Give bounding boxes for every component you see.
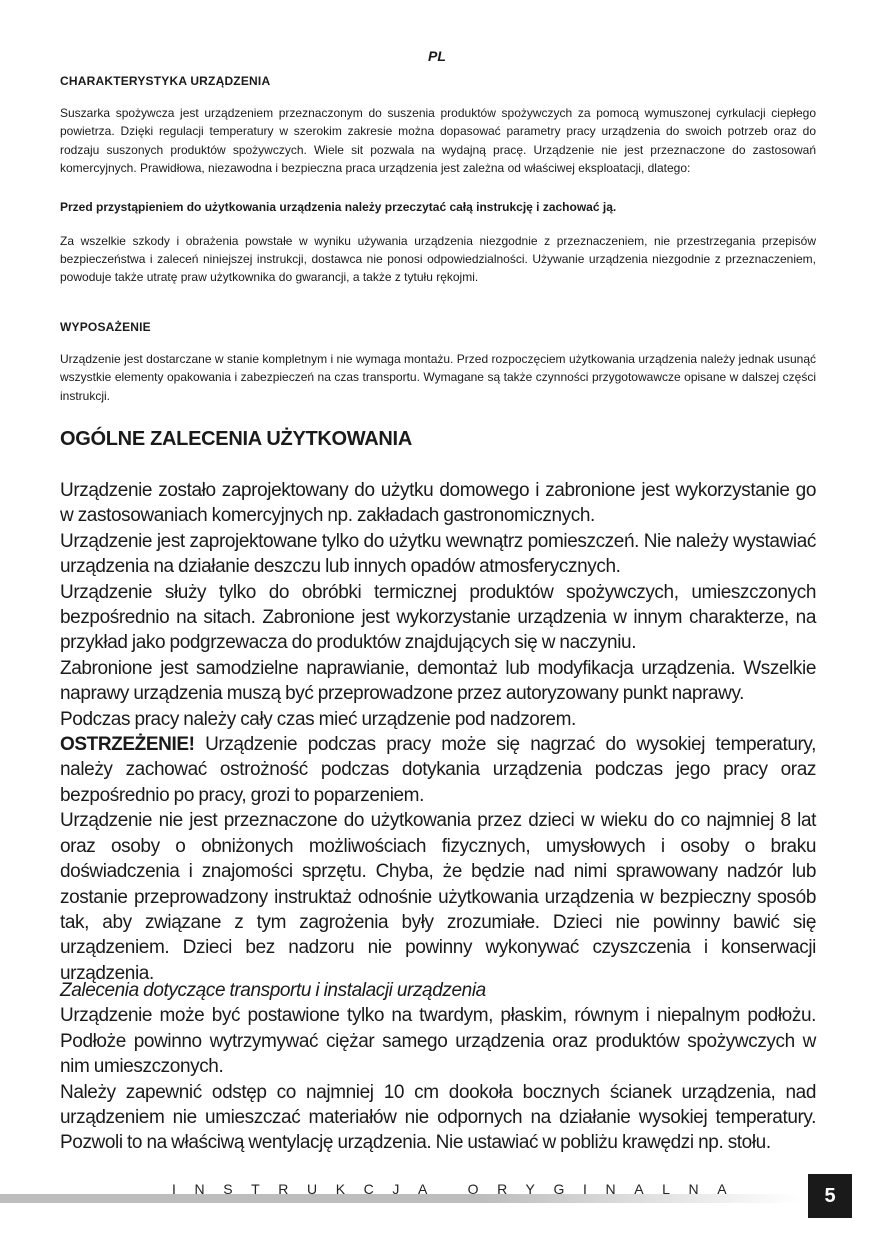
paragraph-indoor-use: Urządzenie jest zaprojektowane tylko do użytku wewnątrz pomieszczeń. Nie należy wystawiać urządzenia na działanie deszczu lub innych opadów atmosferycznych. <box>60 530 816 578</box>
warning-label: OSTRZEŻENIE! <box>60 734 195 756</box>
paragraph-surface: Urządzenie może być postawione tylko na twardym, płaskim, równym i niepalnym podłożu. Podłoże powinno wytrzymywać ciężar samego urządzenia oraz produktów spożywczych w nim umieszczonych. <box>60 1005 816 1078</box>
language-label: PL <box>428 48 446 64</box>
section-equipment <box>60 320 816 405</box>
section-transport-installation <box>60 978 816 1156</box>
equipment-heading: WYPOSAŻENIE <box>60 320 151 334</box>
paragraph-domestic-use: Urządzenie zostało zaprojektowany do użytku domowego i zabronione jest wykorzystanie go w zastosowaniach komercyjnych np. zakładach gastronomicznych. <box>60 480 816 527</box>
section-general-recommendations <box>60 478 816 986</box>
section-characteristics <box>60 74 816 287</box>
paragraph-warning <box>60 732 816 808</box>
transport-heading: Zalecenia dotyczące transportu i instalacji urządzenia <box>60 980 486 1001</box>
paragraph-children: Urządzenie nie jest przeznaczone do użytkowania przez dzieci w wieku do co najmniej 8 lat oraz osoby o obniżonych możliwościach fizycznych, umysłowych i osoby o braku doświadczenia i znajomości sprzętu. Chyba, że będzie nad nimi sprawowany nadzór lub zostanie przeprowadzony instruktaż odnośnie użytkowania urządzenia w bezpieczny sposób tak, aby związane z tym zagrożenia były zrozumiałe. Dzieci nie powinny bawić się urządzeniem. Dzieci bez nadzoru nie powinny wykonywać czyszczenia i konserwacji urządzenia. <box>60 810 816 984</box>
liability-paragraph: Za wszelkie szkody i obrażenia powstałe w wyniku używania urządzenia niezgodnie z przeznaczeniem, nie przestrzegania przepisów bezpieczeństwa i zaleceń niniejszej instrukcji, dostawca nie ponosi odpowiedzialności. Używanie urządzenia niezgodnie z przeznaczeniem, powoduje także utratę praw użytkownika do gwarancji, a także z tytułu rękojmi. <box>60 233 816 285</box>
footer-label: INSTRUKCJA ORYGINALNA <box>172 1181 746 1197</box>
characteristics-heading: CHARAKTERYSTYKA URZĄDZENIA <box>60 74 271 88</box>
equipment-paragraph: Urządzenie jest dostarczane w stanie kompletnym i nie wymaga montażu. Przed rozpoczęciem użytkowania urządzenia należy jednak usunąć wszystkie elementy opakowania i zabezpieczeń na czas transportu. Wymagane są także czynności przygotowawcze opisane w dalszej części instrukcji. <box>60 352 816 403</box>
general-recommendations-heading: OGÓLNE ZALECENIA UŻYTKOWANIA <box>60 428 412 450</box>
page-number: 5 <box>808 1174 852 1218</box>
characteristics-paragraph: Suszarka spożywcza jest urządzeniem przeznaczonym do suszenia produktów spożywczych za pomocą wymuszonej cyrkulacji ciepłego powietrza. Dzięki regulacji temperatury w szerokim zakresie można dopasować parametry pracy urządzenia do swoich potrzeb oraz do rodzaju suszonych produktów spożywczych. Wiele sit pozwala na wydajną pracę. Urządzenie nie jest przeznaczone do zastosowań komercyjnych. Prawidłowa, niezawodna i bezpieczna praca urządzenia jest zależna od właściwej eksploatacji, dlatego: <box>60 106 816 176</box>
warning-text: Urządzenie podczas pracy może się nagrzać do wysokiej temperatury, należy zachować ostrożność podczas dotykania urządzenia podczas jego pracy oraz bezpośrednio po pracy, grozi to poparzeniem. <box>60 734 816 806</box>
paragraph-food-use: Urządzenie służy tylko do obróbki termicznej produktów spożywczych, umieszczonych bezpośrednio na sitach. Zabronione jest wykorzystanie urządzenia w innym charakterze, na przykład jako podgrzewacza do produktów znajdujących się w naczyniu. <box>60 581 816 654</box>
paragraph-supervision: Podczas pracy należy cały czas mieć urządzenie pod nadzorem. <box>60 708 576 730</box>
read-instructions-warning: Przed przystąpieniem do użytkowania urządzenia należy przeczytać całą instrukcję i zachować ją. <box>60 199 617 214</box>
paragraph-repairs: Zabronione jest samodzielne naprawianie, demontaż lub modyfikacja urządzenia. Wszelkie naprawy urządzenia muszą być przeprowadzone przez autoryzowany punkt naprawy. <box>60 657 816 705</box>
paragraph-clearance: Należy zapewnić odstęp co najmniej 10 cm dookoła bocznych ścianek urządzenia, nad urządzeniem nie umieszczać materiałów nie odpornych na działanie wysokiej temperatury. Pozwoli to na właściwą wentylację urządzenia. Nie ustawiać w pobliżu krawędzi np. stołu. <box>60 1081 816 1154</box>
